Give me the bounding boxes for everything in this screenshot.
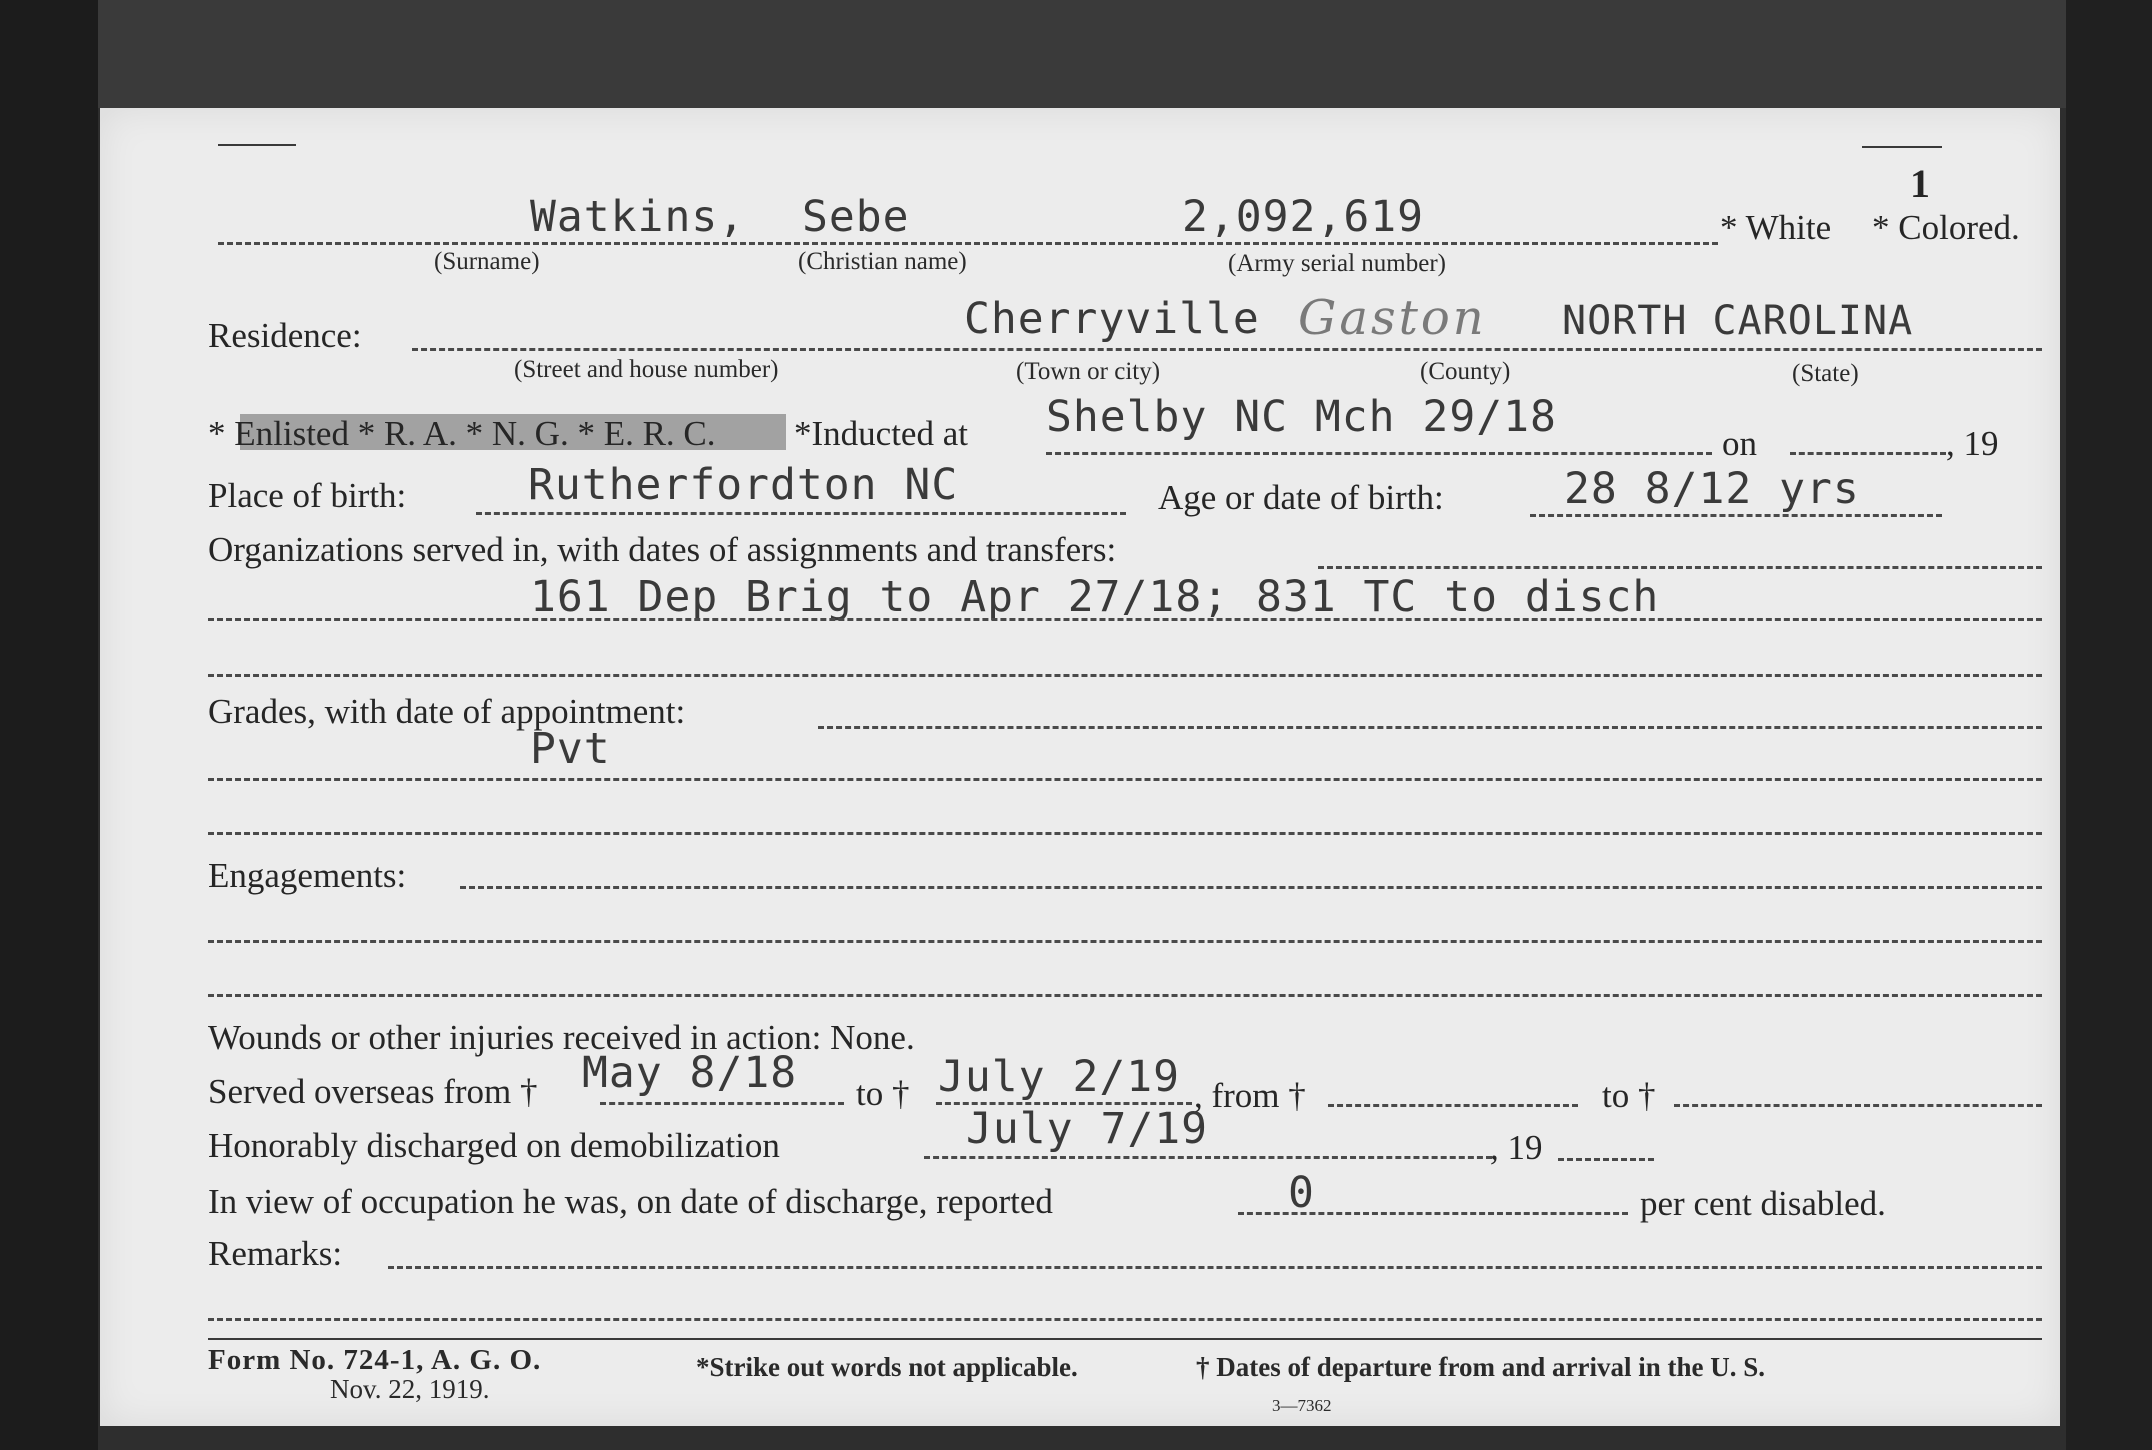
discharge-year-label: , 19 — [1490, 1128, 1543, 1167]
surname-value: Watkins, — [530, 192, 746, 242]
strike-note: *Strike out words not applicable. — [696, 1352, 1078, 1382]
remarks-line-2 — [208, 1318, 2042, 1321]
residence-label: Residence: — [208, 316, 362, 355]
overseas-to2-dashes — [1674, 1104, 2042, 1107]
residence-state-value: NORTH CAROLINA — [1562, 298, 1914, 344]
overseas-from-dashes — [600, 1102, 844, 1105]
name-line-dashes — [218, 242, 1718, 245]
residence-line-dashes — [412, 348, 2042, 351]
age-dashes — [1530, 514, 1942, 517]
age-label: Age or date of birth: — [1158, 478, 1444, 517]
remarks-line-1 — [388, 1266, 2042, 1269]
grades-label-dashes — [818, 726, 2042, 729]
discharge-dashes — [924, 1156, 1492, 1159]
grades-line-1 — [208, 778, 2042, 781]
disability-suffix: per cent disabled. — [1640, 1184, 1886, 1223]
engagements-line-3 — [208, 994, 2042, 997]
disability-dashes — [1238, 1212, 1628, 1215]
organizations-label: Organizations served in, with dates of assignments and transfers: — [208, 530, 1117, 569]
form-date: Nov. 22, 1919. — [330, 1374, 490, 1404]
residence-county-value: Gaston — [1298, 290, 1487, 346]
grades-label: Grades, with date of appointment: — [208, 692, 686, 731]
engagements-label: Engagements: — [208, 856, 407, 895]
form-number: Form No. 724-1, A. G. O. — [208, 1344, 542, 1376]
race-colored-label: * Colored. — [1872, 208, 2020, 247]
inducted-on-label: on — [1722, 424, 1757, 463]
place-of-birth-value: Rutherfordton NC — [528, 460, 959, 510]
served-overseas-label: Served overseas from † — [208, 1072, 538, 1111]
overseas-to-label: to † — [856, 1074, 910, 1113]
serial-number-caption: (Army serial number) — [1228, 250, 1446, 277]
town-caption: (Town or city) — [1016, 358, 1161, 385]
discharge-label: Honorably discharged on demobilization — [208, 1126, 780, 1165]
surname-caption: (Surname) — [434, 248, 540, 275]
discharge-year-dashes — [1558, 1158, 1654, 1161]
race-white-label: * White — [1720, 208, 1832, 247]
footer-rule — [208, 1338, 2042, 1340]
age-value: 28 8/12 yrs — [1564, 464, 1860, 514]
scanner-background-left — [0, 0, 98, 1450]
inducted-at-value: Shelby NC Mch 29/18 — [1046, 392, 1557, 442]
overseas-to-value: July 2/19 — [938, 1052, 1180, 1102]
organizations-label-dashes — [1318, 566, 2042, 569]
scanner-background-right — [2066, 0, 2152, 1450]
disability-value: 0 — [1288, 1168, 1315, 1218]
wounds-label: Wounds or other injuries received in action: None. — [208, 1018, 915, 1057]
overseas-from-value: May 8/18 — [582, 1048, 798, 1098]
inducted-year-label: , 19 — [1946, 424, 1999, 463]
state-caption: (State) — [1792, 360, 1859, 387]
top-right-rule — [1862, 146, 1942, 148]
inducted-at-label: *Inducted at — [794, 414, 968, 453]
discharge-value: July 7/19 — [966, 1104, 1208, 1154]
top-left-rule — [218, 144, 296, 146]
remarks-label: Remarks: — [208, 1234, 343, 1273]
overseas-from2-label: , from † — [1194, 1076, 1306, 1115]
place-of-birth-dashes — [476, 512, 1126, 515]
dates-note: † Dates of departure from and arrival in the U. S. — [1196, 1352, 1765, 1382]
organizations-line-2 — [208, 674, 2042, 677]
inducted-on-dashes — [1790, 452, 1946, 455]
engagements-line-1 — [460, 886, 2042, 889]
residence-town-value: Cherryville — [964, 294, 1260, 344]
grades-line-2 — [208, 832, 2042, 835]
card-number: 1 — [1910, 161, 1930, 206]
engagements-line-2 — [208, 940, 2042, 943]
county-caption: (County) — [1420, 358, 1511, 385]
serial-number-value: 2,092,619 — [1182, 192, 1424, 242]
disability-label: In view of occupation he was, on date of discharge, reported — [208, 1182, 1053, 1221]
print-code: 3—7362 — [1272, 1396, 1332, 1415]
place-of-birth-label: Place of birth: — [208, 476, 407, 515]
organizations-value: 161 Dep Brig to Apr 27/18; 831 TC to disch — [530, 572, 1660, 622]
service-type-options: * Enlisted * R. A. * N. G. * E. R. C. — [208, 414, 716, 453]
inducted-at-dashes — [1046, 452, 1712, 455]
grades-value: Pvt — [530, 724, 611, 774]
christian-name-value: Sebe — [802, 192, 910, 242]
organizations-line-1 — [208, 618, 2042, 621]
service-record-card — [100, 108, 2060, 1426]
overseas-to2-label: to † — [1602, 1076, 1656, 1115]
christian-name-caption: (Christian name) — [798, 248, 967, 275]
street-caption: (Street and house number) — [514, 356, 779, 383]
overseas-from2-dashes — [1328, 1104, 1578, 1107]
scanner-background-top — [0, 0, 2152, 108]
